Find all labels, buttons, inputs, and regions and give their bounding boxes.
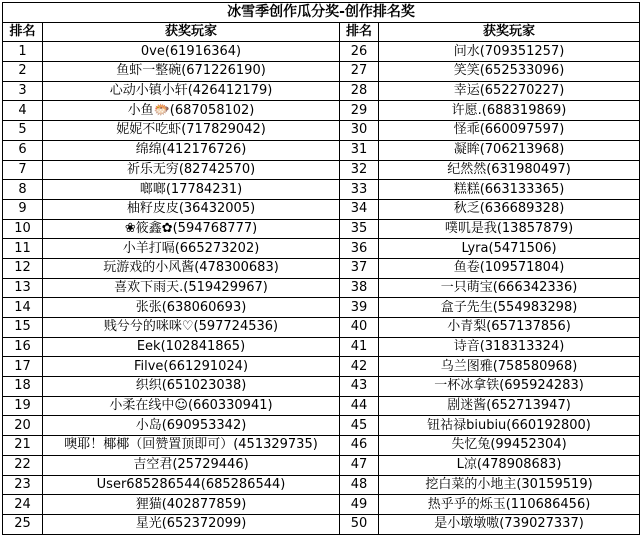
table-row	[3, 140, 640, 160]
player-cell-left: 吉空君(25729446)	[43, 455, 340, 475]
player-cell-right: 乌兰图雅(758580968)	[379, 357, 640, 377]
player-cell-left: User685286544(685286544)	[43, 475, 340, 495]
player-cell-left: 织织(651023038)	[43, 377, 340, 397]
table-row	[3, 160, 640, 180]
award-table	[2, 2, 640, 535]
title-row	[3, 3, 640, 23]
player-cell-left: 啷啷(17784231)	[43, 180, 340, 200]
table-row	[3, 258, 640, 278]
table-row	[3, 278, 640, 298]
rank-cell-left: 17	[3, 357, 43, 377]
rank-cell-right: 47	[340, 455, 379, 475]
player-cell-right: 许愿.(688319869)	[379, 101, 640, 121]
rank-cell-left: 14	[3, 298, 43, 318]
rank-cell-right: 29	[340, 101, 379, 121]
rank-cell-left: 2	[3, 62, 43, 82]
player-cell-left: 鱼虾一整碗(671226190)	[43, 62, 340, 82]
rank-cell-left: 16	[3, 337, 43, 357]
rank-cell-right: 28	[340, 81, 379, 101]
table-row	[3, 298, 640, 318]
player-cell-right: 钮祜禄biubiu(660192800)	[379, 416, 640, 436]
rank-cell-left: 23	[3, 475, 43, 495]
rank-cell-right: 33	[340, 180, 379, 200]
rank-cell-right: 26	[340, 42, 379, 62]
rank-cell-left: 3	[3, 81, 43, 101]
player-cell-right: 秋乏(636689328)	[379, 199, 640, 219]
player-cell-right: 失忆兔(99452304)	[379, 436, 640, 456]
player-cell-right: 挖白菜的小地主(30159519)	[379, 475, 640, 495]
rank-cell-left: 10	[3, 219, 43, 239]
rank-header-left: 排名	[3, 22, 43, 42]
player-cell-right: 鱼卷(109571804)	[379, 258, 640, 278]
rank-cell-right: 38	[340, 278, 379, 298]
player-cell-left: 小羊打嗝(665273202)	[43, 239, 340, 259]
rank-cell-left: 19	[3, 396, 43, 416]
player-cell-left: 喜欢下雨天.(519429967)	[43, 278, 340, 298]
player-cell-left: 柚籽皮皮(36432005)	[43, 199, 340, 219]
award-table-sheet	[2, 2, 639, 535]
player-cell-left: 小柔在线中☺(660330941)	[43, 396, 340, 416]
header-row	[3, 22, 640, 42]
table-row	[3, 318, 640, 338]
player-cell-left: 狸猫(402877859)	[43, 495, 340, 515]
rank-cell-left: 18	[3, 377, 43, 397]
rank-cell-right: 43	[340, 377, 379, 397]
player-cell-left: 妮妮不吃虾(717829042)	[43, 121, 340, 141]
rank-cell-right: 42	[340, 357, 379, 377]
player-cell-left: 玩游戏的小风酱(478300683)	[43, 258, 340, 278]
rank-cell-left: 11	[3, 239, 43, 259]
rank-cell-right: 37	[340, 258, 379, 278]
player-cell-left: Filve(661291024)	[43, 357, 340, 377]
rank-cell-left: 12	[3, 258, 43, 278]
player-cell-right: 盒子先生(554983298)	[379, 298, 640, 318]
rank-cell-left: 4	[3, 101, 43, 121]
rank-cell-left: 9	[3, 199, 43, 219]
table-row	[3, 495, 640, 515]
rank-cell-right: 39	[340, 298, 379, 318]
rank-cell-left: 1	[3, 42, 43, 62]
rank-cell-right: 50	[340, 514, 379, 534]
rank-cell-left: 13	[3, 278, 43, 298]
rank-cell-left: 24	[3, 495, 43, 515]
player-cell-right: L凉(478908683)	[379, 455, 640, 475]
table-row	[3, 81, 640, 101]
rank-cell-left: 5	[3, 121, 43, 141]
rank-cell-right: 44	[340, 396, 379, 416]
rank-cell-left: 22	[3, 455, 43, 475]
rank-cell-left: 20	[3, 416, 43, 436]
table-row	[3, 416, 640, 436]
table-row	[3, 475, 640, 495]
table-row	[3, 377, 640, 397]
player-cell-right: 凝眸(706213968)	[379, 140, 640, 160]
rank-cell-right: 27	[340, 62, 379, 82]
player-cell-right: 剧迷酱(652713947)	[379, 396, 640, 416]
table-row	[3, 101, 640, 121]
player-cell-left: Eek(102841865)	[43, 337, 340, 357]
table-title: 冰雪季创作瓜分奖-创作排名奖	[3, 3, 640, 23]
rank-cell-right: 31	[340, 140, 379, 160]
player-cell-right: 问水(709351257)	[379, 42, 640, 62]
player-header-left: 获奖玩家	[43, 22, 340, 42]
player-cell-left: 小岛(690953342)	[43, 416, 340, 436]
rank-cell-right: 30	[340, 121, 379, 141]
rank-cell-right: 35	[340, 219, 379, 239]
rank-cell-right: 40	[340, 318, 379, 338]
table-row	[3, 219, 640, 239]
rank-cell-left: 15	[3, 318, 43, 338]
rank-cell-right: 36	[340, 239, 379, 259]
player-cell-left: 小鱼🐡(687058102)	[43, 101, 340, 121]
player-cell-right: 纪然然(631980497)	[379, 160, 640, 180]
table-row	[3, 337, 640, 357]
player-header-right: 获奖玩家	[379, 22, 640, 42]
player-cell-right: 一杯冰拿铁(695924283)	[379, 377, 640, 397]
player-cell-right: 一只萌宝(666342336)	[379, 278, 640, 298]
table-row	[3, 199, 640, 219]
rank-cell-right: 34	[340, 199, 379, 219]
player-cell-left: 贱兮兮的咪咪♡(597724536)	[43, 318, 340, 338]
rank-cell-left: 8	[3, 180, 43, 200]
player-cell-left: 噢耶！椰椰（回赞置顶即可）(451329735)	[43, 436, 340, 456]
table-row	[3, 436, 640, 456]
table-row	[3, 396, 640, 416]
rank-cell-left: 7	[3, 160, 43, 180]
rank-cell-right: 46	[340, 436, 379, 456]
player-cell-right: 怪乖(660097597)	[379, 121, 640, 141]
player-cell-left: 心动小镇小轩(426412179)	[43, 81, 340, 101]
rank-header-right: 排名	[340, 22, 379, 42]
rank-cell-right: 41	[340, 337, 379, 357]
player-cell-left: 祈乐无穷(82742570)	[43, 160, 340, 180]
rank-cell-left: 6	[3, 140, 43, 160]
table-row	[3, 42, 640, 62]
player-cell-right: 噗叽是我(13857879)	[379, 219, 640, 239]
player-cell-left: ❀筱鑫✿(594768777)	[43, 219, 340, 239]
table-row	[3, 62, 640, 82]
table-row	[3, 180, 640, 200]
table-body	[3, 42, 640, 534]
player-cell-left: 星光(652372099)	[43, 514, 340, 534]
rank-cell-left: 21	[3, 436, 43, 456]
table-row	[3, 357, 640, 377]
rank-cell-right: 49	[340, 495, 379, 515]
player-cell-left: 绵绵(412176726)	[43, 140, 340, 160]
table-row	[3, 239, 640, 259]
player-cell-right: 糕糕(663133365)	[379, 180, 640, 200]
table-row	[3, 455, 640, 475]
rank-cell-left: 25	[3, 514, 43, 534]
table-row	[3, 514, 640, 534]
player-cell-right: 诗音(318313324)	[379, 337, 640, 357]
player-cell-right: 笑笑(652533096)	[379, 62, 640, 82]
player-cell-right: 小青梨(657137856)	[379, 318, 640, 338]
player-cell-right: 热乎乎的烁玉(110686456)	[379, 495, 640, 515]
rank-cell-right: 32	[340, 160, 379, 180]
player-cell-right: 幸运(652270227)	[379, 81, 640, 101]
player-cell-right: Lyra(5471506)	[379, 239, 640, 259]
table-row	[3, 121, 640, 141]
rank-cell-right: 45	[340, 416, 379, 436]
rank-cell-right: 48	[340, 475, 379, 495]
player-cell-right: 是小墩墩嗷(739027337)	[379, 514, 640, 534]
player-cell-left: 0ve(61916364)	[43, 42, 340, 62]
player-cell-left: 张张(638060693)	[43, 298, 340, 318]
